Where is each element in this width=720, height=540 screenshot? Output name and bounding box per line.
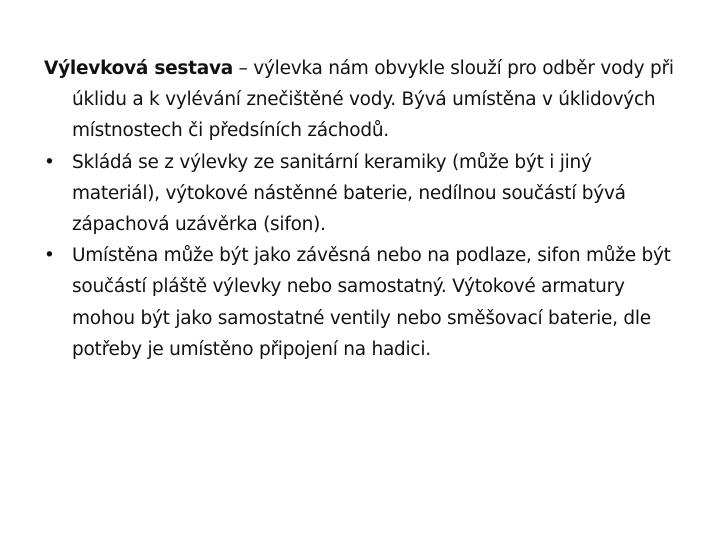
bullet-text: Skládá se z výlevky ze sanitární keramiky (může být i jiný materiál), výtokové nástěnné baterie, nedílnou součástí bývá zápachová uzávěrka (sifon). xyxy=(72,151,626,236)
intro-paragraph xyxy=(44,53,684,147)
bullet-icon: • xyxy=(44,151,55,173)
bullet-icon: • xyxy=(44,245,55,267)
intro-text: – výlevka nám obvykle slouží pro odběr vody při úklidu a k vylévání znečištěné vody. Bývá umístěna v úklidových místnostech či předsíních záchodů. xyxy=(72,58,674,142)
bullet-text: Umístěna může být jako závěsná nebo na podlaze, sifon může být součástí pláště výlevky nebo samostatný. Výtokové armatury mohou být jako samostatné ventily nebo směšovací baterie, dle potřeby je umístěno připojení na hadici. xyxy=(72,245,671,360)
bullet-item xyxy=(44,240,684,365)
bullet-item xyxy=(44,147,684,241)
intro-term: Výlevková sestava xyxy=(44,58,234,79)
slide-body xyxy=(44,53,684,365)
